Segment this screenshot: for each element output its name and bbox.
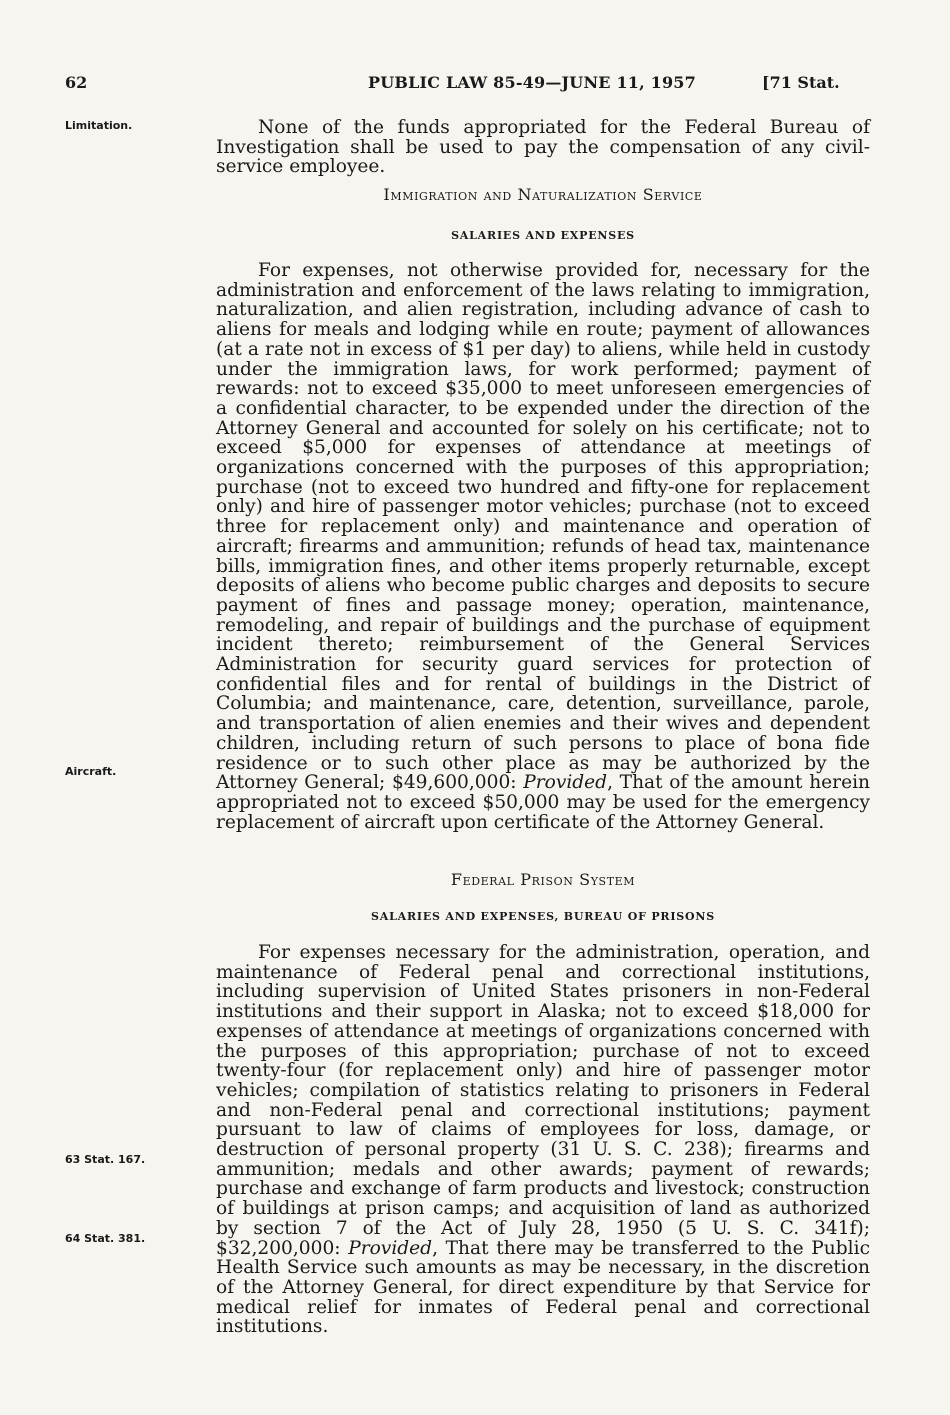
margin-note-aircraft: Aircraft. [65,765,117,778]
prison-paragraph-end: , That there may be transferred to the Public Health Service such amounts as may be necessary, in the discretion of the Attorney General, for direct expenditure by that Service for medical relief for inmates of Federal penal and correctional institutions. [216,1237,870,1338]
margin-note-stat-381: 64 Stat. 381. [65,1232,146,1245]
ins-paragraph-end: , That of the amount herein appropriated not to exceed $50,000 may be used for the emergency replacement of aircraft upon certificate of the Attorney General. [216,772,870,833]
page-number: 62 [65,73,88,92]
ins-paragraph [216,261,870,832]
ins-provided: Provided [523,772,608,794]
prison-paragraph-block [216,943,870,1337]
prison-paragraph [216,943,870,1337]
prison-provided: Provided [348,1237,433,1259]
prison-paragraph-main: For expenses necessary for the administration, operation, and maintenance of Federal penal and correctional institutions, including supervision of United States prisoners in non-Federal institutions and their support in Alaska; not to exceed $18,000 for expenses of attendance at meetings of organizations concerned with the purposes of this appropriation; purchase of not to exceed twenty-four (for replacement only) and hire of passenger motor vehicles; compilation of statistics relating to prisoners in Federal and non-Federal penal and correctional institutions; payment pursuant to law of claims of employees for loss, damage, or destruction of personal property (31 U. S. C. 238); firearms and ammunition; medals and other awards; payment of rewards; purchase and exchange of farm products and livestock; construction of buildings at prison camps; and acquisition of land as authorized by section 7 of the Act of July 28, 1950 (5 U. S. C. 341f); $32,200,000: [216,942,870,1259]
limitation-paragraph: None of the funds appropriated for the Federal Bureau of Investigation shall be used to pay the compensation of any civil-service employee. [216,117,870,178]
ins-paragraph-main: For expenses, not otherwise provided for, necessary for the administration and enforcement of the laws relating to immigration, naturalization, and alien registration, including advance of cash to aliens for meals and lodging while en route; payment of allowances (at a rate not in excess of $1 per day) to aliens, while held in custody under the immigration laws, for work performed; payment of rewards: not to exceed $35,000 to meet unforeseen emergencies of a confidential character, to be expended under the direction of the Attorney General and accounted for solely on his certificate; not to exceed $5,000 for expenses of attendance at meetings of organizations concerned with the purposes of this appropriation; purchase (not to exceed two hundred and fifty-one for replacement only) and hire of passenger motor vehicles; purchase (not to exceed three for replacement only) and maintenance and operation of aircraft; firearms and ammunition; refunds of head tax, maintenance bills, immigration fines, and other items properly returnable, except deposits of aliens who become public charges and deposits to secure payment of fines and passage money; operation, maintenance, remodeling, and repair of buildings and the purchase of equipment incident thereto; reimbursement of the General Services Administration for security guard services for protection of confidential files and for rental of buildings in the District of Columbia; and maintenance, care, detention, surveillance, parole, and transportation of alien enemies and their wives and dependent children, including return of such persons to place of bona fide residence or to such other place as may be authorized by the Attorney General; $49,600,000: [216,260,870,794]
section-subtitle-ins: SALARIES AND EXPENSES [451,229,635,242]
ins-paragraph-block [216,261,870,832]
statute-reference: [71 Stat. [762,73,840,92]
limitation-paragraph-block [216,118,870,177]
section-title-prison: Federal Prison System [450,870,636,889]
margin-note-stat-167: 63 Stat. 167. [65,1153,146,1166]
section-subtitle-prison: SALARIES AND EXPENSES, BUREAU OF PRISONS [371,910,715,923]
running-head: PUBLIC LAW 85-49—JUNE 11, 1957 [368,73,696,92]
margin-note-limitation: Limitation. [65,119,133,132]
page-header [65,73,885,97]
section-title-ins: Immigration and Naturalization Service [383,185,703,204]
